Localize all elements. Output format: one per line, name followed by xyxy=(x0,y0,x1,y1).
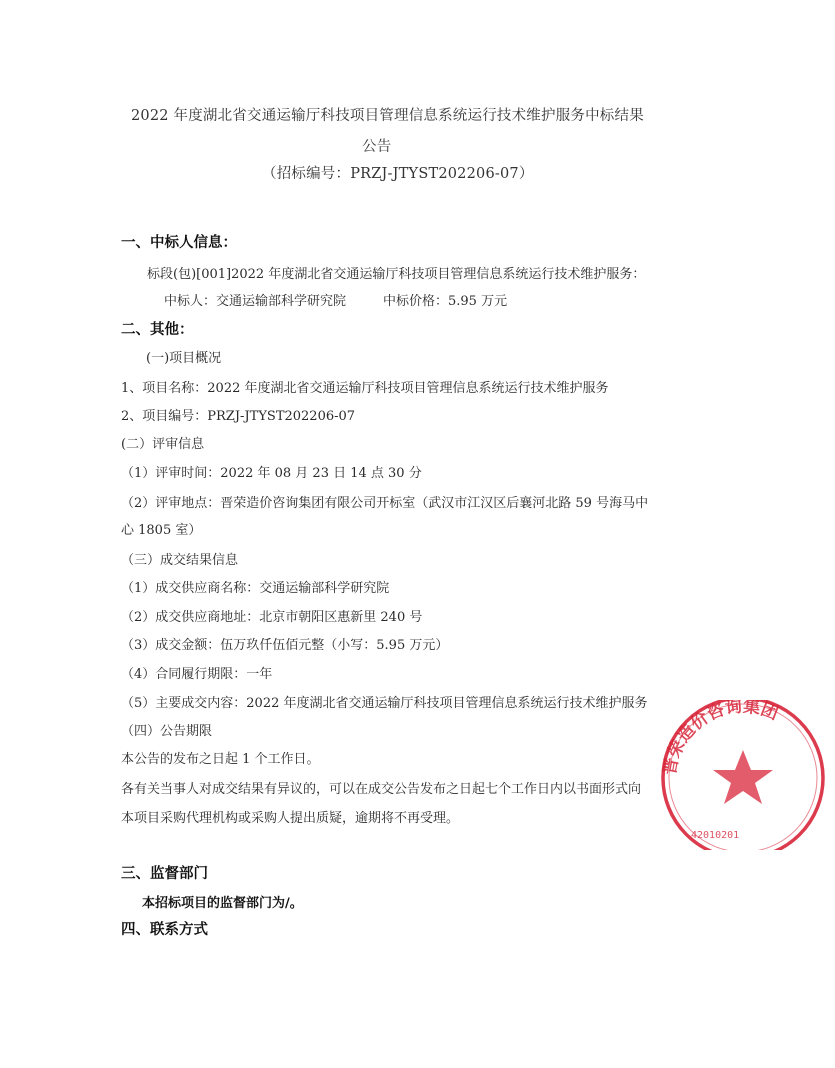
review-time: （1）评审时间：2022 年 08 月 23 日 14 点 30 分 xyxy=(121,466,422,481)
subheading-notice-period: （四）公告期限 xyxy=(121,724,213,739)
subheading-overview: (一)项目概况 xyxy=(146,351,222,366)
winner-name: 中标人：交通运输部科学研究院 xyxy=(164,294,347,309)
winning-price: 中标价格：5.95 万元 xyxy=(383,294,508,309)
result-supplier-address: （2）成交供应商地址：北京市朝阳区惠新里 240 号 xyxy=(121,610,423,625)
objection-line-2: 本项目采购代理机构或采购人提出质疑，逾期将不再受理。 xyxy=(121,811,460,826)
seal-number: 42010201 xyxy=(691,830,740,841)
project-name: 1、项目名称：2022 年度湖北省交通运输厅科技项目管理信息系统运行技术维护服务 xyxy=(121,381,609,396)
lot-description: 标段(包)[001]2022 年度湖北省交通运输厅科技项目管理信息系统运行技术维护服务： xyxy=(147,267,646,282)
review-place-line-1: （2）评审地点：晋荣造价咨询集团有限公司开标室（武汉市江汉区后襄河北路 59 号海马中 xyxy=(121,496,649,511)
supervision-text: 本招标项目的监督部门为/。 xyxy=(142,896,303,911)
tender-number: （招标编号：PRZJ-JTYST202206-07） xyxy=(262,166,534,182)
seal-star-icon xyxy=(713,750,773,804)
project-number: 2、项目编号：PRZJ-JTYST202206-07 xyxy=(121,409,356,424)
seal-graphic xyxy=(655,700,835,850)
title-line-1: 2022 年度湖北省交通运输厅科技项目管理信息系统运行技术维护服务中标结果 xyxy=(131,108,644,124)
subheading-review: (二）评审信息 xyxy=(121,437,205,452)
section-heading-other: 二、其他： xyxy=(121,322,194,338)
result-supplier-name: （1）成交供应商名称：交通运输部科学研究院 xyxy=(121,581,390,596)
seal-arc-text: 晋荣造价咨询集团 xyxy=(659,700,781,777)
section-heading-contact: 四、联系方式 xyxy=(121,922,208,938)
subheading-result: （三）成交结果信息 xyxy=(121,553,239,568)
objection-line-1: 各有关当事人对成交结果有异议的，可以在成交公告发布之日起七个工作日内以书面形式向 xyxy=(121,782,642,797)
result-amount: （3）成交金额：伍万玖仟伍佰元整（小写：5.95 万元） xyxy=(121,638,449,653)
result-contract-period: （4）合同履行期限：一年 xyxy=(121,667,273,682)
result-main-content: （5）主要成交内容：2022 年度湖北省交通运输厅科技项目管理信息系统运行技术维护服务 xyxy=(121,696,648,711)
official-seal xyxy=(655,700,781,850)
notice-period-text: 本公告的发布之日起 1 个工作日。 xyxy=(121,752,320,767)
section-heading-supervision: 三、监督部门 xyxy=(121,866,208,882)
title-line-2: 公告 xyxy=(362,139,392,155)
section-heading-winner: 一、中标人信息： xyxy=(121,235,237,251)
review-place-line-2: 心 1805 室） xyxy=(121,523,202,538)
